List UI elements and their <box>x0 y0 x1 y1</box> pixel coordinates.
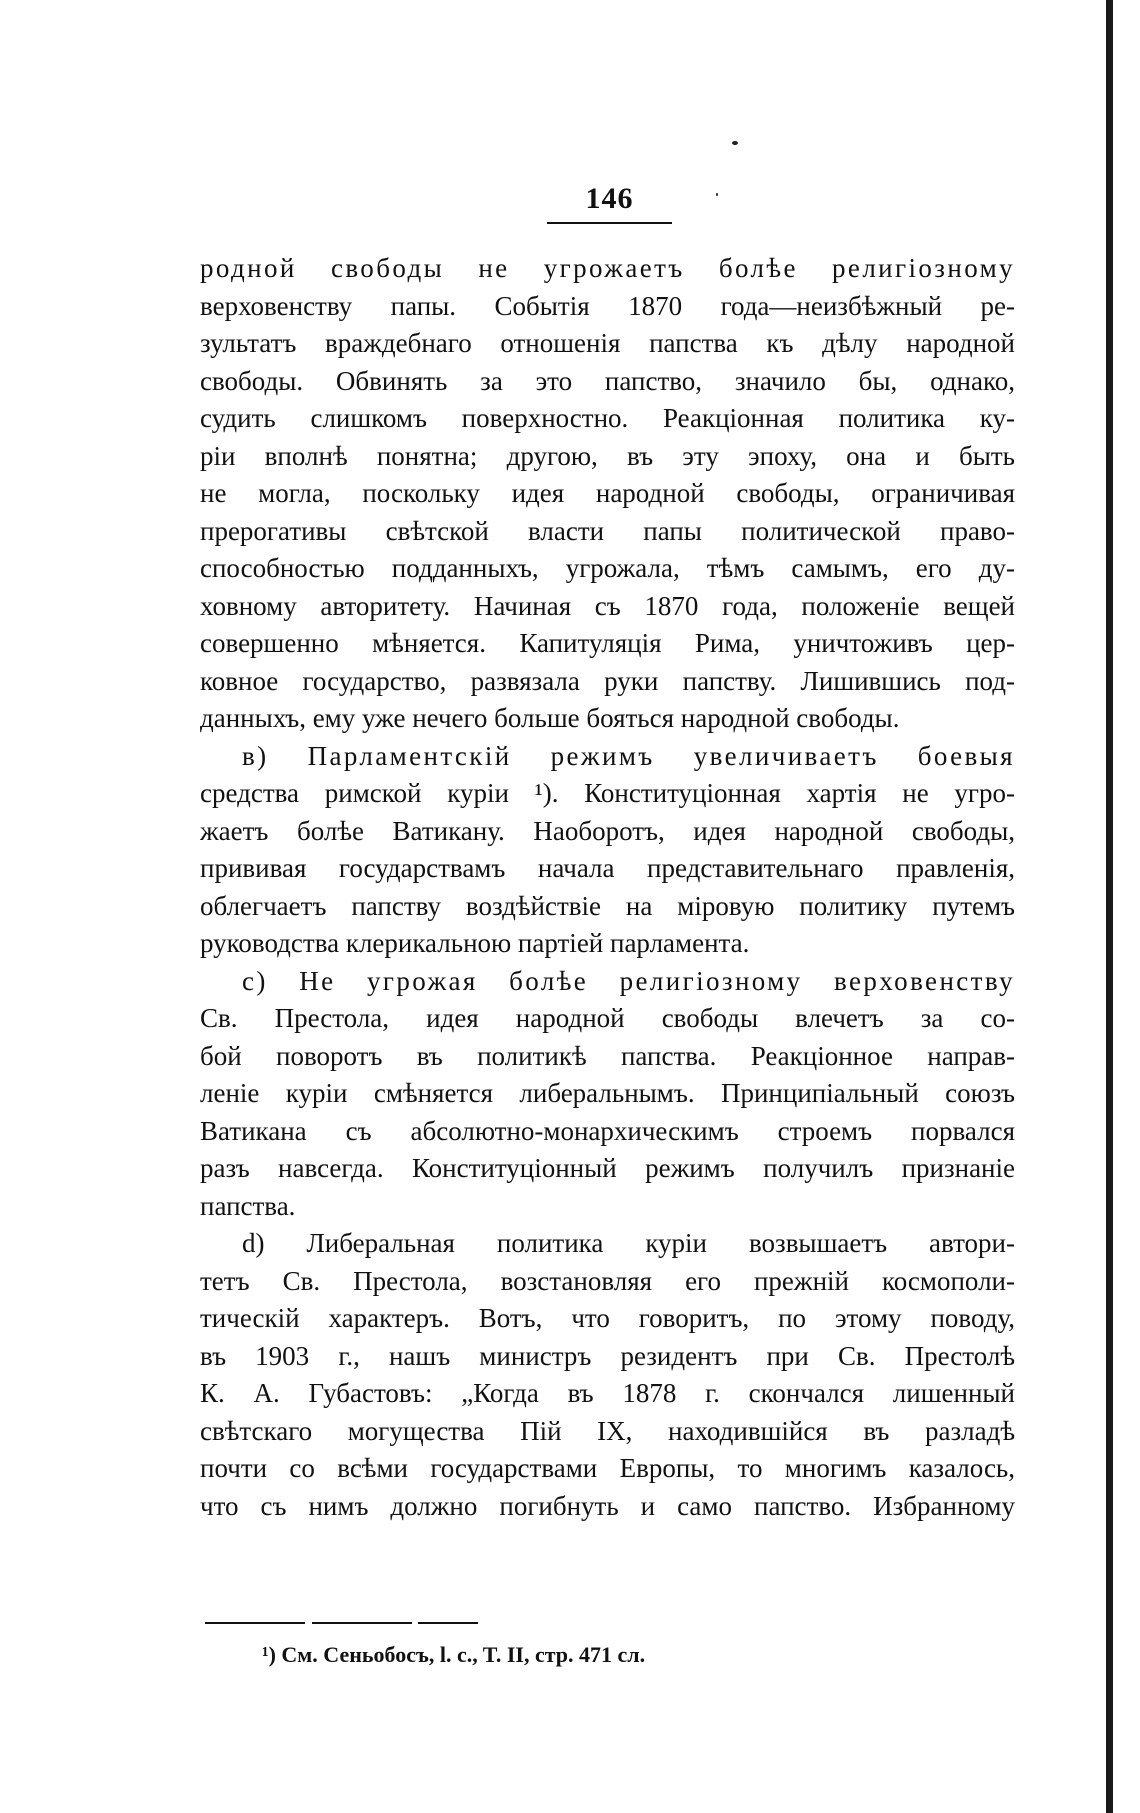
text-line: прерогативы свѣтской власти папы политической право- <box>200 515 1015 546</box>
speck <box>732 141 738 145</box>
text-line: К. А. Губастовъ: „Когда въ 1878 г. скончался лишенный <box>200 1378 1015 1408</box>
text-line: что съ нимъ должно погибнуть и само папство. Избранному <box>200 1490 1015 1521</box>
text-line: родной свободы не угрожаетъ болѣе религiозному <box>200 253 1015 283</box>
text-line: d) Либеральная политика курiи возвышаетъ автори- <box>242 1228 1015 1258</box>
text-line: Св. Престола, идея народной свободы влечетъ за со- <box>200 1003 1015 1033</box>
text-line: Ватикана съ абсолютно-монархическимъ строемъ порвался <box>200 1115 1015 1146</box>
text-line: данныхъ, ему уже нечего больше бояться народной свободы. <box>200 703 900 733</box>
text-line: способностью подданныхъ, угрожала, тѣмъ самымъ, его ду- <box>200 553 1015 583</box>
text-line: свободы. Обвинять за это папство, значило бы, однако, <box>200 365 1015 396</box>
body-text <box>200 250 1015 1525</box>
text-line: не могла, поскольку идея народной свободы, ограничивая <box>200 478 1015 508</box>
text-line: тическiй характеръ. Вотъ, что говоритъ, по этому поводу, <box>200 1303 1015 1333</box>
text-line: c) Не угрожая болѣе религiозному верховенству <box>242 965 1015 996</box>
text-line: верховенству папы. Событiя 1870 года—неизбѣжный ре- <box>200 290 1015 321</box>
text-line: руководства клерикальною партiей парламента. <box>200 928 750 958</box>
page-edge-shadow <box>1106 0 1113 1813</box>
text-line: судить слишкомъ поверхностно. Реакцiонная политика ку- <box>200 403 1015 433</box>
text-line: облегчаетъ папству воздѣйствiе на мiровую политику путемъ <box>200 890 1015 921</box>
text-line: рiи вполнѣ понятна; другою, въ эту эпоху, она и быть <box>200 440 1015 471</box>
footnote-rule <box>418 1622 478 1624</box>
text-line: ковное государство, развязала руки папству. Лишившись под- <box>200 665 1015 696</box>
text-line: въ 1903 г., нашъ министръ резидентъ при Св. Престолѣ <box>200 1340 1015 1371</box>
text-line: в) Парламентскiй режимъ увеличиваетъ боевыя <box>242 740 1015 771</box>
text-line: папства. <box>200 1190 296 1221</box>
text-line: ленiе курiи смѣняется либеральнымъ. Принципiальный союзъ <box>200 1078 1015 1108</box>
text-line: зультатъ враждебнаго отношенiя папства къ дѣлу народной <box>200 328 1015 358</box>
text-line: свѣтскаго могущества Пiй IX, находившiйся въ разладѣ <box>200 1415 1015 1446</box>
footnote-rule <box>312 1622 412 1624</box>
text-line: совершенно мѣняется. Капитуляцiя Рима, уничтоживъ цер- <box>200 628 1015 658</box>
footnote: ¹) См. Сеньобосъ, l. c., T. II, стр. 471 сл. <box>262 1642 646 1667</box>
text-line: бой поворотъ въ политикѣ папства. Реакцiонное направ- <box>200 1040 1015 1071</box>
text-line: разъ навсегда. Конституцiонный режимъ получилъ признанiе <box>200 1153 1015 1183</box>
text-line: средства римской курiи ¹). Конституцiонная хартiя не угро- <box>200 778 1015 808</box>
page-number: 146 <box>585 182 634 215</box>
footnote-rule <box>205 1622 305 1624</box>
text-line: прививая государствамъ начала представительнаго правленiя, <box>200 853 1015 883</box>
text-line: ховному авторитету. Начиная съ 1870 года, положенiе вещей <box>200 590 1015 621</box>
text-line: тетъ Св. Престола, возстановляя его прежнiй космополи- <box>200 1265 1015 1296</box>
text-line: почти со всѣми государствами Европы, то многимъ казалось, <box>200 1453 1015 1483</box>
speck <box>716 193 718 196</box>
page-number-rule <box>547 222 672 224</box>
text-line: жаетъ болѣе Ватикану. Наоборотъ, идея народной свободы, <box>200 815 1015 846</box>
